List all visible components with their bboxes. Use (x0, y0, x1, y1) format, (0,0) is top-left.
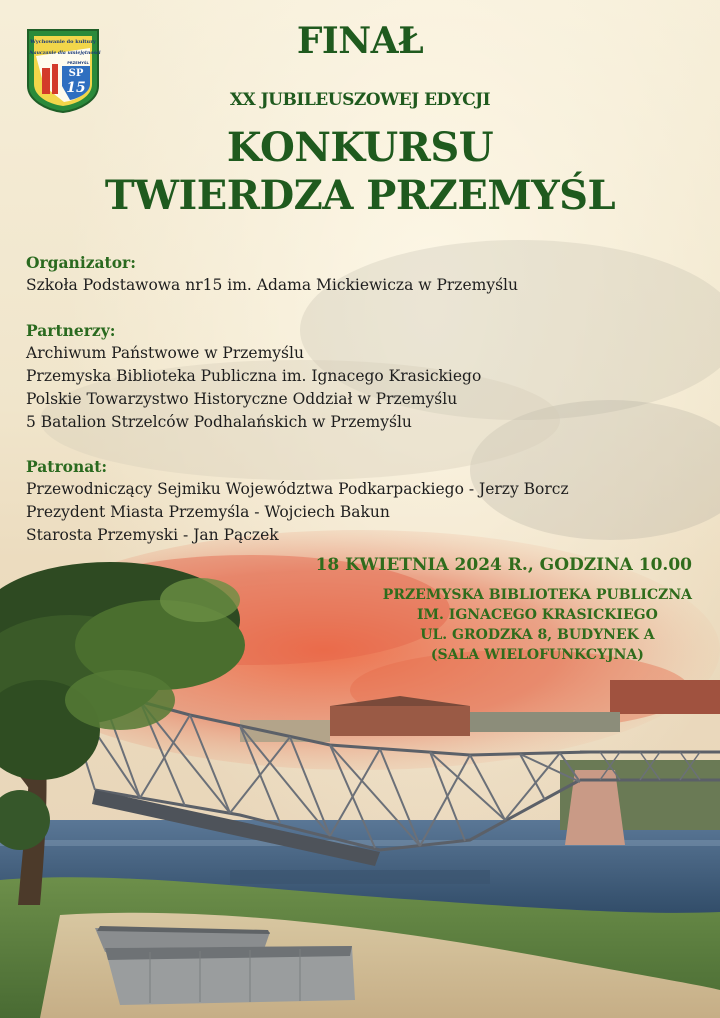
contest-title-line2: TWIERDZA PRZEMYŚL (104, 172, 616, 219)
event-venue (383, 585, 692, 665)
partners-section (26, 319, 481, 434)
partner-item: Polskie Towarzystwo Historyczne Oddział w Przemyślu (26, 390, 458, 408)
patron-item: Starosta Przemyski - Jan Pączek (26, 526, 279, 544)
partners-heading: Partnerzy: (26, 321, 116, 340)
venue-line: (SALA WIELOFUNKCYJNA) (430, 647, 644, 663)
organizer-item: Szkoła Podstawowa nr15 im. Adama Mickiewicza w Przemyślu (26, 276, 518, 294)
partner-item: Przemyska Biblioteka Publiczna im. Ignacego Krasickiego (26, 367, 482, 385)
organizer-section (26, 251, 518, 297)
venue-line: IM. IGNACEGO KRASICKIEGO (416, 607, 658, 623)
edition-subtitle: XX JUBILEUSZOWEJ EDYCJI (229, 90, 491, 110)
final-title: FINAŁ (296, 20, 424, 62)
logo-school: SP (68, 68, 84, 79)
logo-text-top: Wychowanie do kultury (30, 39, 96, 45)
logo-text-mid: Nauczanie dla umiejętności (29, 51, 101, 56)
partner-item: Archiwum Państwowe w Przemyślu (26, 344, 304, 362)
event-date: 18 KWIETNIA 2024 R., GODZINA 10.00 (315, 555, 692, 575)
partner-item: 5 Batalion Strzelców Podhalańskich w Przemyślu (26, 413, 412, 431)
venue-line: PRZEMYSKA BIBLIOTEKA PUBLICZNA (382, 587, 692, 603)
patron-item: Prezydent Miasta Przemyśla - Wojciech Bakun (26, 503, 390, 521)
organizer-heading: Organizator: (26, 253, 136, 272)
contest-title-line1: KONKURSU (226, 124, 494, 171)
venue-line: UL. GRODZKA 8, BUDYNEK A (420, 627, 655, 643)
patronage-section (26, 455, 569, 547)
logo-number: 15 (66, 80, 86, 96)
logo-city: PRZEMYŚL (67, 61, 89, 65)
patronage-heading: Patronat: (26, 457, 108, 476)
patron-item: Przewodniczący Sejmiku Województwa Podkarpackiego - Jerzy Borcz (26, 480, 569, 498)
